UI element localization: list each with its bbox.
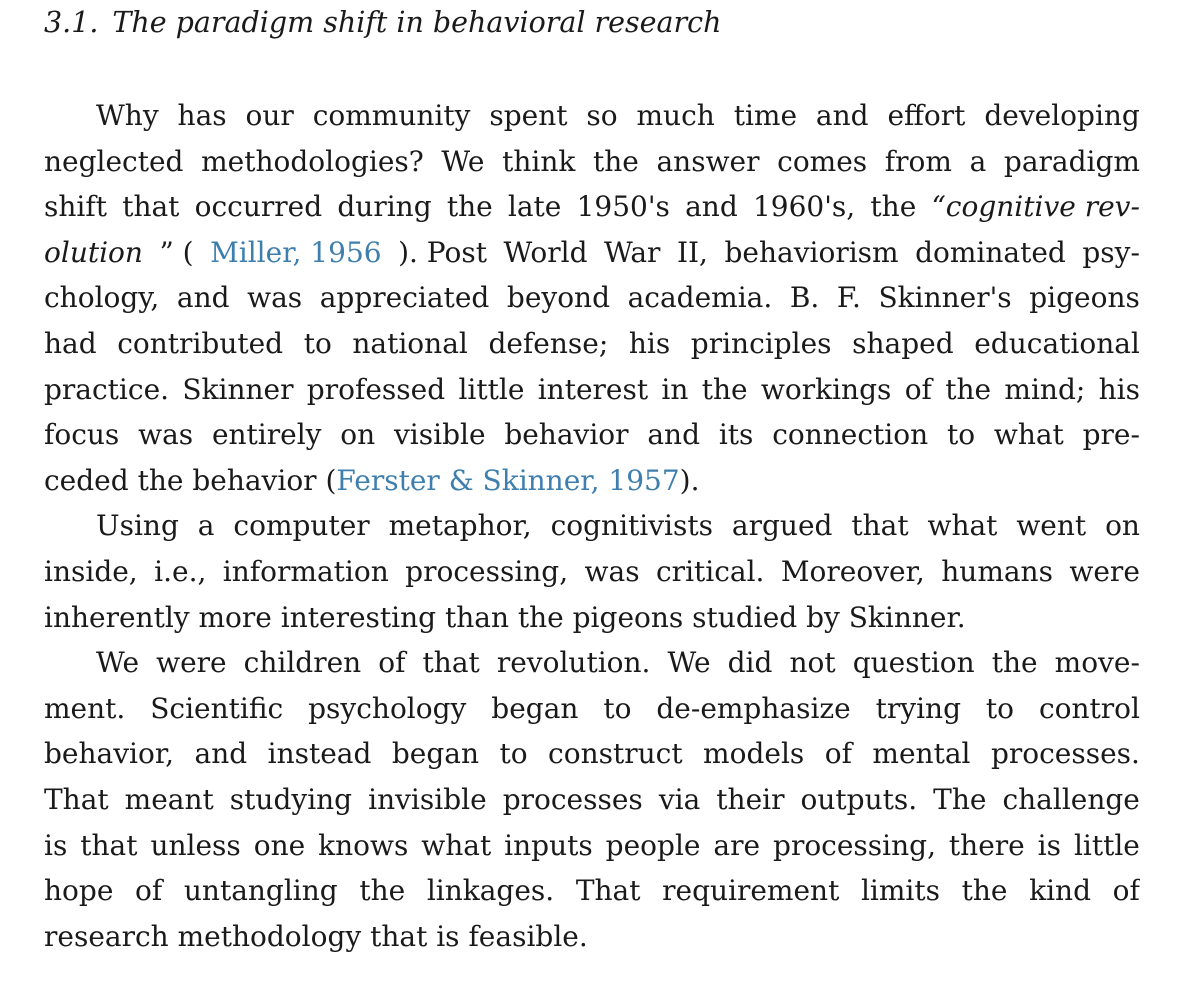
word: what bbox=[927, 509, 998, 543]
word: principles bbox=[690, 326, 832, 360]
word: little bbox=[458, 372, 525, 406]
text-line bbox=[44, 686, 1140, 732]
word: chology, bbox=[44, 281, 160, 315]
word: the bbox=[446, 190, 493, 224]
word: 1960's, bbox=[752, 190, 856, 224]
word: the bbox=[701, 372, 748, 406]
word: Using bbox=[96, 509, 179, 543]
word: to bbox=[985, 691, 1015, 725]
word: behaviorism bbox=[724, 235, 899, 269]
text-line bbox=[44, 184, 1140, 230]
word: question bbox=[852, 646, 975, 680]
word: invisible bbox=[368, 782, 487, 816]
word: processing, bbox=[773, 828, 936, 862]
word: has bbox=[177, 99, 227, 132]
word: beyond bbox=[506, 281, 611, 315]
word: did bbox=[727, 646, 773, 680]
word: national bbox=[352, 326, 468, 360]
word: challenge bbox=[1002, 782, 1140, 816]
word: people bbox=[605, 828, 701, 862]
word: to bbox=[946, 418, 976, 452]
word: that bbox=[422, 646, 480, 680]
text-line bbox=[44, 777, 1140, 823]
word: ” ( bbox=[159, 235, 194, 269]
word: linkages. bbox=[426, 874, 555, 908]
word: We bbox=[667, 646, 711, 680]
word: untangling bbox=[183, 874, 338, 908]
word: went bbox=[1016, 509, 1087, 543]
word: and bbox=[815, 99, 869, 132]
word: trying bbox=[875, 691, 962, 725]
word: pre- bbox=[1082, 418, 1140, 452]
word: models bbox=[703, 737, 805, 771]
word: the bbox=[593, 144, 639, 178]
word: inside, bbox=[44, 554, 138, 588]
text-line bbox=[44, 595, 1140, 641]
word: late bbox=[507, 190, 562, 224]
text-line bbox=[44, 823, 1140, 869]
word: of bbox=[904, 372, 932, 406]
word: mental bbox=[872, 737, 971, 771]
word: on bbox=[1105, 509, 1140, 543]
word: ). Post bbox=[398, 235, 487, 269]
section-title: The paradigm shift in behavioral research bbox=[112, 6, 722, 39]
word: of bbox=[1112, 874, 1140, 908]
word: his bbox=[1098, 372, 1140, 406]
citation-link[interactable]: Miller, 1956 bbox=[210, 235, 382, 269]
text-line bbox=[44, 914, 1140, 960]
word: The bbox=[933, 782, 987, 816]
word: answer bbox=[656, 144, 760, 178]
word: control bbox=[1038, 691, 1140, 725]
text-line bbox=[44, 275, 1140, 321]
word: in bbox=[661, 372, 689, 406]
paragraph bbox=[44, 503, 1140, 640]
body-text bbox=[44, 93, 1140, 959]
word: knows bbox=[318, 828, 409, 862]
word: shift bbox=[44, 190, 107, 224]
text-line bbox=[44, 731, 1140, 777]
word: and bbox=[685, 190, 738, 224]
word: began bbox=[491, 691, 579, 725]
word: from bbox=[884, 144, 952, 178]
text-line bbox=[44, 412, 1140, 458]
word: research methodology that is feasible. bbox=[44, 919, 588, 953]
word: outputs. bbox=[800, 782, 918, 816]
word: community bbox=[312, 99, 471, 132]
word: paradigm bbox=[1003, 144, 1140, 178]
word: information bbox=[222, 554, 389, 588]
word: revolution. bbox=[496, 646, 651, 680]
text-line bbox=[44, 230, 1140, 276]
word: on bbox=[340, 418, 376, 452]
word: Moreover, bbox=[780, 554, 925, 588]
word: requirement bbox=[662, 874, 840, 908]
word: We bbox=[441, 144, 485, 178]
word: and bbox=[647, 418, 701, 452]
word: of bbox=[378, 646, 406, 680]
word: psy- bbox=[1082, 235, 1140, 269]
word: metaphor, bbox=[388, 509, 532, 543]
section-number: 3.1. bbox=[44, 6, 99, 39]
word: is bbox=[1037, 828, 1061, 862]
word: of bbox=[824, 737, 852, 771]
word: Scientific bbox=[150, 691, 284, 725]
text-line bbox=[44, 139, 1140, 185]
text-line bbox=[44, 503, 1140, 549]
text-line bbox=[44, 321, 1140, 367]
word: to bbox=[499, 737, 528, 771]
word: critical. bbox=[656, 554, 765, 588]
word: much bbox=[636, 99, 715, 132]
word: methodologies? bbox=[201, 144, 424, 178]
word: one bbox=[253, 828, 306, 862]
text-line bbox=[44, 458, 1140, 504]
word: entirely bbox=[211, 418, 322, 452]
word: argued bbox=[731, 509, 833, 543]
word: the bbox=[961, 874, 1008, 908]
word: academia. bbox=[627, 281, 773, 315]
word: defense; bbox=[488, 326, 609, 360]
word: are bbox=[713, 828, 761, 862]
word: to bbox=[603, 691, 632, 725]
word: instead bbox=[267, 737, 372, 771]
word: construct bbox=[548, 737, 683, 771]
word: to bbox=[303, 326, 332, 360]
word: via bbox=[658, 782, 701, 816]
word: World bbox=[503, 235, 588, 269]
word: that bbox=[80, 828, 138, 862]
word: contributed bbox=[117, 326, 284, 360]
word: workings bbox=[760, 372, 892, 406]
text-line bbox=[44, 640, 1140, 686]
word: Skinner bbox=[182, 372, 294, 406]
word: had bbox=[44, 326, 97, 360]
word: that bbox=[851, 509, 909, 543]
word: behavior bbox=[504, 418, 629, 452]
word: its bbox=[718, 418, 754, 452]
word: that bbox=[122, 190, 180, 224]
word: a bbox=[197, 509, 215, 543]
word: computer bbox=[233, 509, 370, 543]
word: were bbox=[156, 646, 227, 680]
word: was bbox=[138, 418, 194, 452]
word: kind bbox=[1029, 874, 1092, 908]
word: Skinner's bbox=[878, 281, 1012, 315]
word: ment. bbox=[44, 691, 126, 725]
word: F. bbox=[836, 281, 861, 315]
word: humans bbox=[941, 554, 1053, 588]
word: began bbox=[391, 737, 480, 771]
word: there bbox=[948, 828, 1025, 862]
word: comes bbox=[777, 144, 868, 178]
word: developing bbox=[984, 99, 1140, 132]
paragraph bbox=[44, 640, 1140, 959]
word: War bbox=[604, 235, 661, 269]
word: was bbox=[247, 281, 303, 315]
word: de-emphasize bbox=[656, 691, 851, 725]
word: little bbox=[1073, 828, 1140, 862]
word: were bbox=[1069, 554, 1140, 588]
word: interest bbox=[537, 372, 649, 406]
word: visible bbox=[393, 418, 486, 452]
word: think bbox=[502, 144, 576, 178]
word: processes. bbox=[990, 737, 1140, 771]
text-line bbox=[44, 367, 1140, 413]
word: children bbox=[243, 646, 362, 680]
text-line bbox=[44, 549, 1140, 595]
word: connection bbox=[772, 418, 929, 452]
word: time bbox=[733, 99, 798, 132]
word: dominated bbox=[915, 235, 1066, 269]
citation-link[interactable]: Ferster & Skinner, 1957 bbox=[336, 463, 680, 497]
word: unless bbox=[150, 828, 241, 862]
word: not bbox=[789, 646, 836, 680]
word: their bbox=[716, 782, 785, 816]
word: so bbox=[586, 99, 618, 132]
emphasis-text: “cognitive rev- bbox=[931, 190, 1140, 224]
word: inherently more interesting than the pigeons studied by Skinner. bbox=[44, 600, 966, 634]
word: effort bbox=[887, 99, 966, 132]
word: and bbox=[194, 737, 248, 771]
word: practice. bbox=[44, 372, 170, 406]
word: his bbox=[628, 326, 671, 360]
word: meant bbox=[124, 782, 214, 816]
word: the bbox=[870, 190, 917, 224]
word: cognitivists bbox=[550, 509, 713, 543]
word: a bbox=[969, 144, 987, 178]
word: processing, bbox=[405, 554, 569, 588]
word: spent bbox=[489, 99, 568, 132]
text-line bbox=[44, 93, 1140, 139]
word: and bbox=[176, 281, 230, 315]
text-line bbox=[44, 868, 1140, 914]
word: studying bbox=[229, 782, 353, 816]
word: professed bbox=[306, 372, 446, 406]
word: Why bbox=[96, 99, 159, 132]
word: 1950's bbox=[576, 190, 670, 224]
word: the bbox=[945, 372, 992, 406]
word: during bbox=[337, 190, 432, 224]
word: our bbox=[245, 99, 294, 132]
word: was bbox=[584, 554, 640, 588]
word: II, bbox=[676, 235, 708, 269]
word: pigeons bbox=[1029, 281, 1140, 315]
word: mind; bbox=[1004, 372, 1086, 406]
word: behavior, bbox=[44, 737, 175, 771]
word: the bbox=[991, 646, 1038, 680]
emphasis-text: olution bbox=[44, 235, 143, 269]
word: ceded the behavior ( bbox=[44, 463, 337, 497]
word: hope bbox=[44, 874, 114, 908]
word: ). bbox=[679, 463, 700, 497]
word: what bbox=[993, 418, 1064, 452]
word: move- bbox=[1054, 646, 1140, 680]
word: limits bbox=[860, 874, 941, 908]
word: the bbox=[359, 874, 406, 908]
paragraph bbox=[44, 93, 1140, 503]
word: shaped bbox=[852, 326, 954, 360]
word: is bbox=[44, 828, 68, 862]
word: occurred bbox=[194, 190, 323, 224]
word: B. bbox=[789, 281, 820, 315]
word: i.e., bbox=[154, 554, 207, 588]
word: processes bbox=[502, 782, 643, 816]
word: what bbox=[421, 828, 492, 862]
word: neglected bbox=[44, 144, 184, 178]
word: appreciated bbox=[319, 281, 490, 315]
section-heading bbox=[44, 0, 721, 46]
word: That bbox=[44, 782, 109, 816]
word: inputs bbox=[504, 828, 593, 862]
word: focus bbox=[44, 418, 120, 452]
word: That bbox=[575, 874, 641, 908]
word: educational bbox=[974, 326, 1140, 360]
word: We bbox=[96, 646, 140, 680]
word: psychology bbox=[308, 691, 467, 725]
word: of bbox=[135, 874, 163, 908]
